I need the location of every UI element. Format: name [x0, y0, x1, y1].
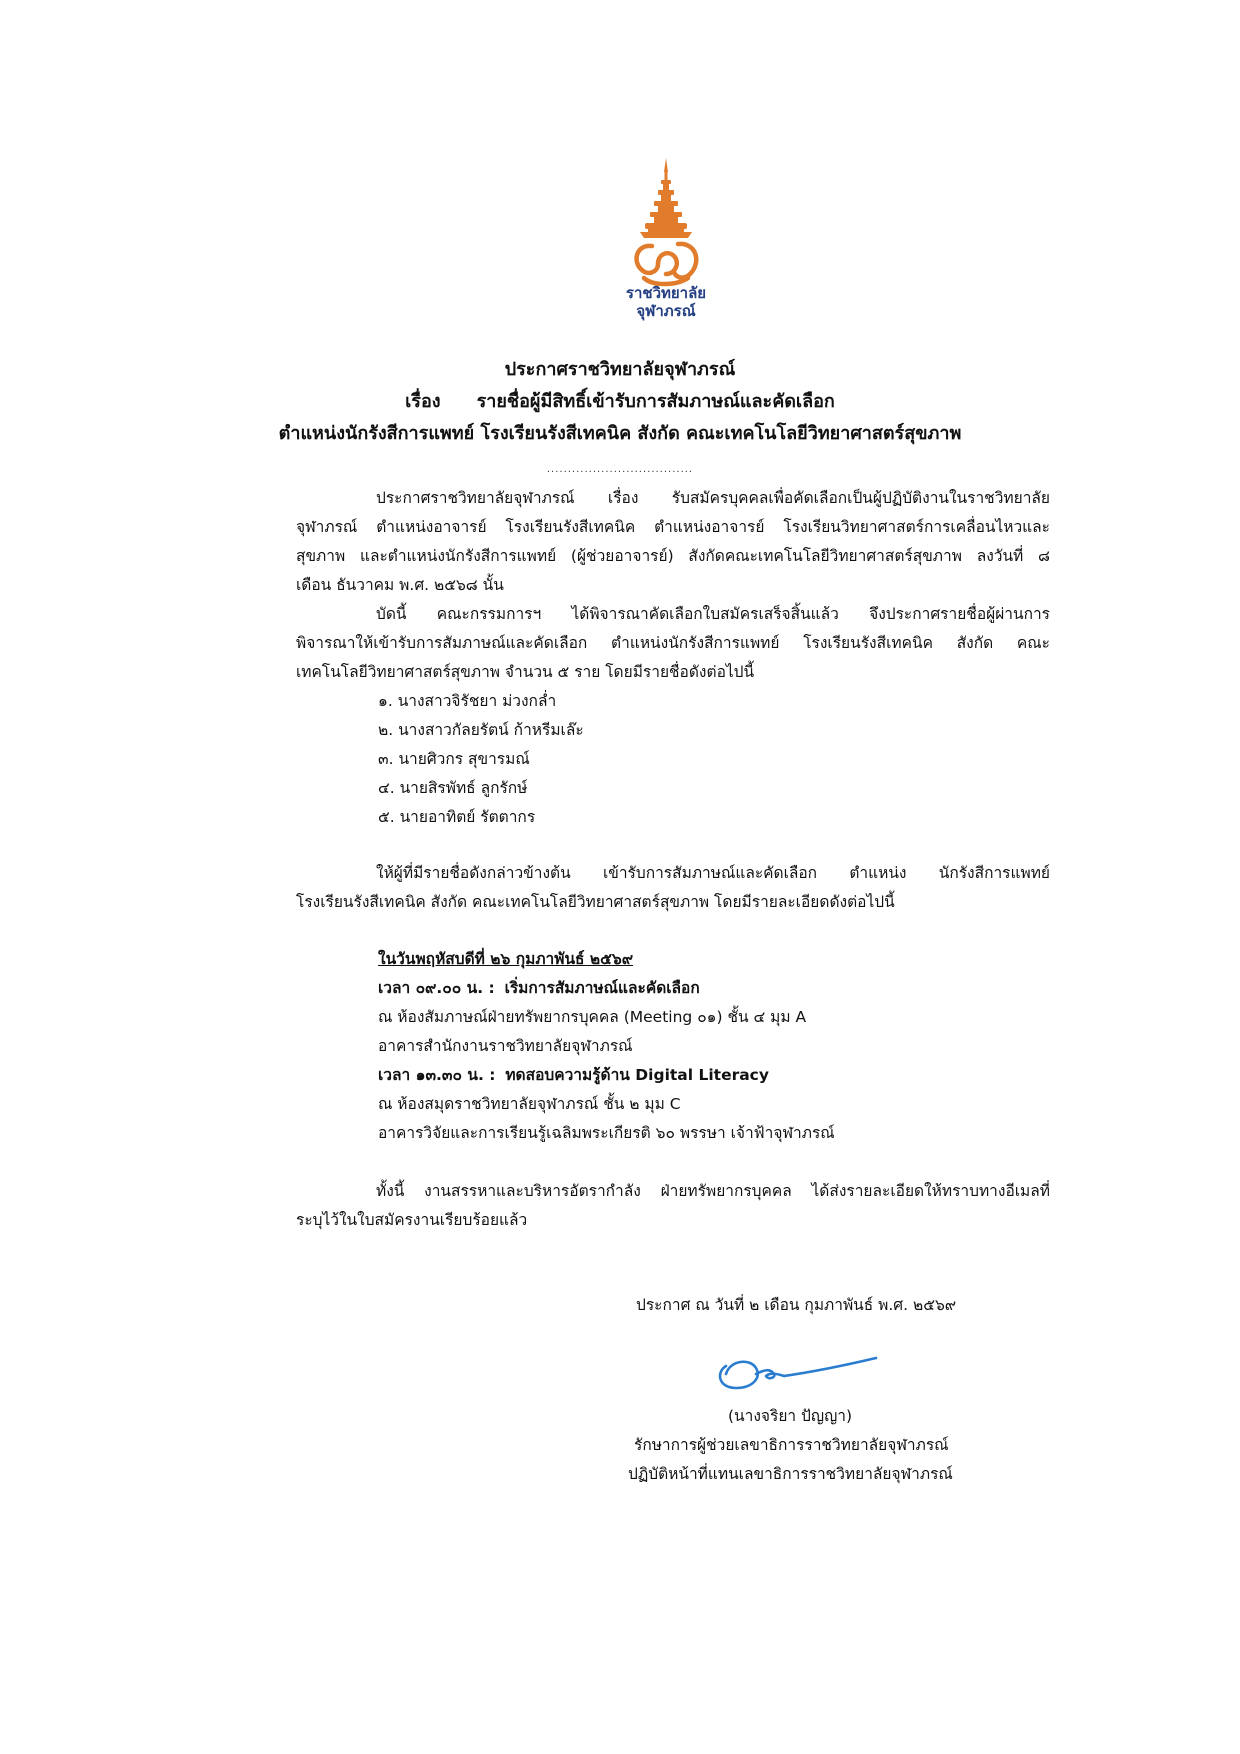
- paragraph-1-line: เดือน ธันวาคม พ.ศ. ๒๕๖๘ นั้น: [296, 576, 504, 594]
- subject-line: [0, 390, 1240, 414]
- candidate-item: ๕. นายอาทิตย์ รัตตากร: [378, 808, 536, 826]
- candidate-item: ๒. นางสาวกัลยรัตน์ ก้าหรีมเล๊ะ: [378, 721, 584, 739]
- schedule-item-2-heading: [378, 1064, 769, 1086]
- schedule-item-2-place: ณ ห้องสมุดราชวิทยาลัยจุฬาภรณ์ ชั้น ๒ มุม C: [378, 1095, 681, 1113]
- signer-name: (นางจริยา ปัญญา): [728, 1407, 853, 1425]
- announcement-subtitle: ตำแหน่งนักรังสีการแพทย์ โรงเรียนรังสีเทคนิค สังกัด คณะเทคโนโลยีวิทยาศาสตร์สุขภาพ: [278, 423, 962, 444]
- schedule-item-1-time: เวลา ๐๙.๐๐ น. :: [378, 979, 495, 997]
- announcement-title: ประกาศราชวิทยาลัยจุฬาภรณ์: [504, 359, 736, 380]
- interview-date: ในวันพฤหัสบดีที่ ๒๖ กุมภาพันธ์ ๒๕๖๙: [378, 950, 634, 968]
- paragraph-2-line: บัดนี้ คณะกรรมการฯ ได้พิจารณาคัดเลือกใบสมัครเสร็จสิ้นแล้ว จึงประกาศรายชื่อผู้ผ่านการ: [376, 605, 1050, 623]
- announcement-date: ประกาศ ณ วันที่ ๒ เดือน กุมภาพันธ์ พ.ศ. ๒๕๖๙: [636, 1296, 957, 1314]
- paragraph-2-line: เทคโนโลยีวิทยาศาสตร์สุขภาพ จำนวน ๕ ราย โดยมีรายชื่อดังต่อไปนี้: [296, 663, 755, 681]
- paragraph-4-line: ระบุไว้ในใบสมัครงานเรียบร้อยแล้ว: [296, 1211, 528, 1229]
- paragraph-3-line: โรงเรียนรังสีเทคนิค สังกัด คณะเทคโนโลยีวิทยาศาสตร์สุขภาพ โดยมีรายละเอียดดังต่อไปนี้: [296, 893, 895, 911]
- header-separator: ...................................: [546, 464, 694, 475]
- schedule-item-1-title: เริ่มการสัมภาษณ์และคัดเลือก: [504, 979, 700, 997]
- signer-role-1: รักษาการผู้ช่วยเลขาธิการราชวิทยาลัยจุฬาภรณ์: [634, 1436, 949, 1454]
- candidate-item: ๓. นายศิวกร สุขารมณ์: [378, 750, 530, 768]
- schedule-item-1-place: ณ ห้องสัมภาษณ์ฝ่ายทรัพยากรบุคคล (Meeting ๐๑) ชั้น ๔ มุม A: [378, 1008, 807, 1026]
- candidate-item: ๑. นางสาวจิรัชยา ม่วงกล่ำ: [378, 692, 557, 710]
- paragraph-2-line: พิจารณาให้เข้ารับการสัมภาษณ์และคัดเลือก ตำแหน่งนักรังสีการแพทย์ โรงเรียนรังสีเทคนิค สังกัด คณะ: [296, 634, 1050, 652]
- paragraph-1-line: ประกาศราชวิทยาลัยจุฬาภรณ์ เรื่อง รับสมัครบุคคลเพื่อคัดเลือกเป็นผู้ปฏิบัติงานในราชวิทยาลัย: [376, 489, 1050, 507]
- paragraph-3-line: ให้ผู้ที่มีรายชื่อดังกล่าวข้างต้น เข้ารับการสัมภาษณ์และคัดเลือก ตำแหน่ง นักรังสีการแพทย์: [376, 864, 1050, 882]
- schedule-item-2-building: อาคารวิจัยและการเรียนรู้เฉลิมพระเกียรติ ๖๐ พรรษา เจ้าฟ้าจุฬาภรณ์: [378, 1124, 835, 1142]
- paragraph-4-line: ทั้งนี้ งานสรรหาและบริหารอัตรากำลัง ฝ่ายทรัพยากรบุคคล ได้ส่งรายละเอียดให้ทราบทางอีเมลที่: [376, 1182, 1050, 1200]
- signer-role-2: ปฏิบัติหน้าที่แทนเลขาธิการราชวิทยาลัยจุฬาภรณ์: [628, 1465, 953, 1483]
- candidate-item: ๔. นายสิรพัทธ์ ลูกรักษ์: [378, 779, 528, 797]
- paragraph-1-line: สุขภาพ และตำแหน่งนักรังสีการแพทย์ (ผู้ช่วยอาจารย์) สังกัดคณะเทคโนโลยีวิทยาศาสตร์สุขภาพ ลงวันที่ ๘: [296, 547, 1050, 565]
- subject-label: เรื่อง: [405, 391, 441, 412]
- paragraph-1-line: จุฬาภรณ์ ตำแหน่งอาจารย์ โรงเรียนรังสีเทคนิค ตำแหน่งอาจารย์ โรงเรียนวิทยาศาสตร์การเคลื่อนไหวและ: [296, 518, 1050, 536]
- schedule-item-1-heading: [378, 977, 700, 999]
- schedule-item-1-building: อาคารสำนักงานราชวิทยาลัยจุฬาภรณ์: [378, 1037, 633, 1055]
- logo-name-line1: ราชวิทยาลัย: [625, 284, 707, 302]
- logo-name-line2: จุฬาภรณ์: [636, 302, 696, 320]
- schedule-item-2-time: เวลา ๑๓.๓๐ น. :: [378, 1066, 496, 1084]
- signature-image: [712, 1344, 880, 1394]
- subject-text: รายชื่อผู้มีสิทธิ์เข้ารับการสัมภาษณ์และคัดเลือก: [476, 391, 835, 412]
- schedule-item-2-title: ทดสอบความรู้ด้าน Digital Literacy: [505, 1066, 769, 1084]
